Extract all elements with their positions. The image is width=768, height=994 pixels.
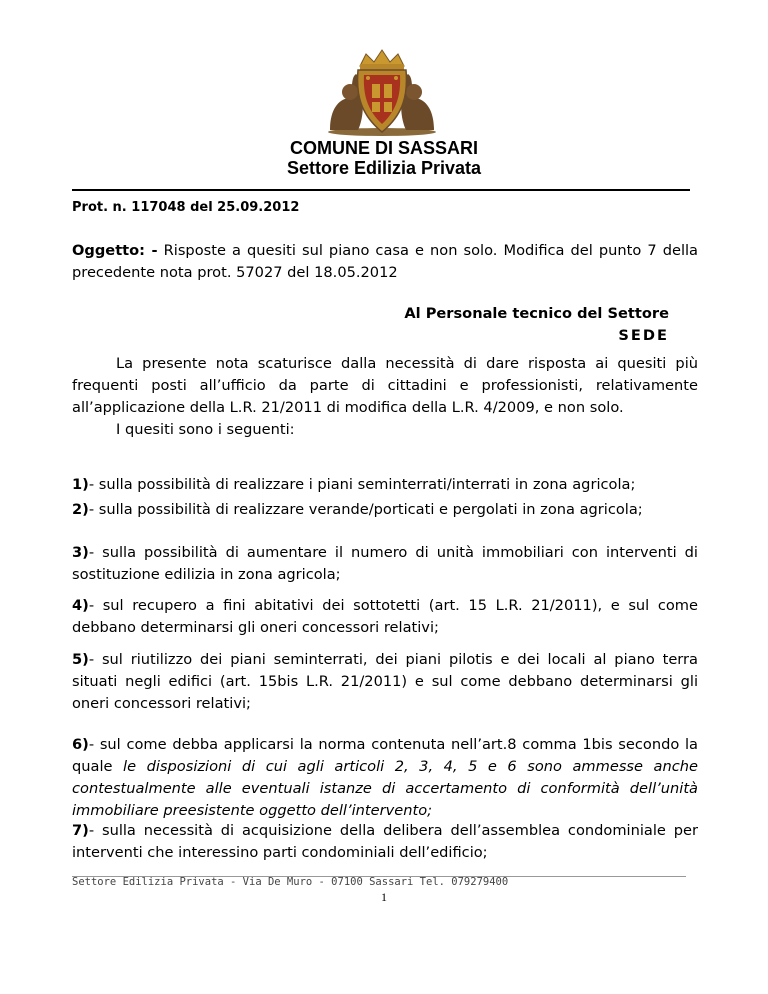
item-number: 1)	[72, 476, 89, 493]
recipient-location: SEDE	[618, 327, 669, 344]
footer-address: Settore Edilizia Privata - Via De Muro - 07100 Sassari Tel. 079279400	[72, 876, 509, 888]
recipient-line: Al Personale tecnico del Settore	[404, 305, 669, 322]
list-item	[72, 542, 698, 586]
item-number: 4)	[72, 597, 89, 614]
list-item	[72, 820, 698, 864]
intro-lead: I quesiti sono i seguenti:	[116, 421, 295, 438]
protocol-number: Prot. n. 117048 del 25.09.2012	[72, 200, 300, 215]
municipal-crest-image	[324, 48, 440, 136]
item-text: - sul come debba applicarsi la norma contenuta nell’art.8 comma 1bis secondo la quale	[72, 736, 698, 775]
header-divider	[72, 189, 690, 191]
page-number: 1	[381, 890, 387, 904]
item-quote: le disposizioni di cui agli articoli 2, 3, 4, 5 e 6 sono ammesse anche contestualmente alle eventuali istanze di accertamento di conformità dell’unità immobiliare preesistente oggetto dell’intervento;	[72, 758, 698, 819]
list-item	[72, 499, 698, 521]
list-item	[72, 734, 698, 822]
intro-text: La presente nota scaturisce dalla necessità di dare risposta ai quesiti più frequenti posti all’ufficio da parte di cittadini e professionisti, relativamente all’applicazione della L.R. 21/2011 di modifica della L.R. 4/2009, e non solo.	[72, 355, 698, 416]
subject-label: Oggetto: -	[72, 242, 158, 259]
item-text: - sul riutilizzo dei piani seminterrati, dei piani pilotis e dei locali al piano terra situati negli edifici (art. 15bis L.R. 21/2011) e sul come debbano determinarsi gli oneri concessori relativi;	[72, 651, 698, 712]
item-text: - sulla necessità di acquisizione della delibera dell’assemblea condominiale per interventi che interessino parti condominiali dell’edificio;	[72, 822, 698, 861]
subject-paragraph	[72, 240, 698, 284]
municipality-title: COMUNE DI SASSARI	[289, 138, 478, 158]
item-number: 3)	[72, 544, 89, 561]
list-item	[72, 649, 698, 715]
intro-paragraph	[72, 353, 698, 441]
item-number: 5)	[72, 651, 89, 668]
list-item	[72, 474, 698, 496]
item-number: 2)	[72, 501, 89, 518]
item-number: 6)	[72, 736, 89, 753]
item-text: - sulla possibilità di realizzare i piani seminterrati/interrati in zona agricola;	[88, 476, 636, 493]
subject-text: Risposte a quesiti sul piano casa e non solo. Modifica del punto 7 della precedente nota prot. 57027 del 18.05.2012	[72, 242, 698, 281]
item-text: - sulla possibilità di realizzare verande/porticati e pergolati in zona agricola;	[88, 501, 643, 518]
item-text: - sul recupero a fini abitativi dei sottotetti (art. 15 L.R. 21/2011), e sul come debbano determinarsi gli oneri concessori relativi;	[72, 597, 698, 636]
item-number: 7)	[72, 822, 89, 839]
department-title: Settore Edilizia Privata	[286, 158, 482, 178]
item-text: - sulla possibilità di aumentare il numero di unità immobiliari con interventi di sostituzione edilizia in zona agricola;	[72, 544, 698, 583]
list-item	[72, 595, 698, 639]
